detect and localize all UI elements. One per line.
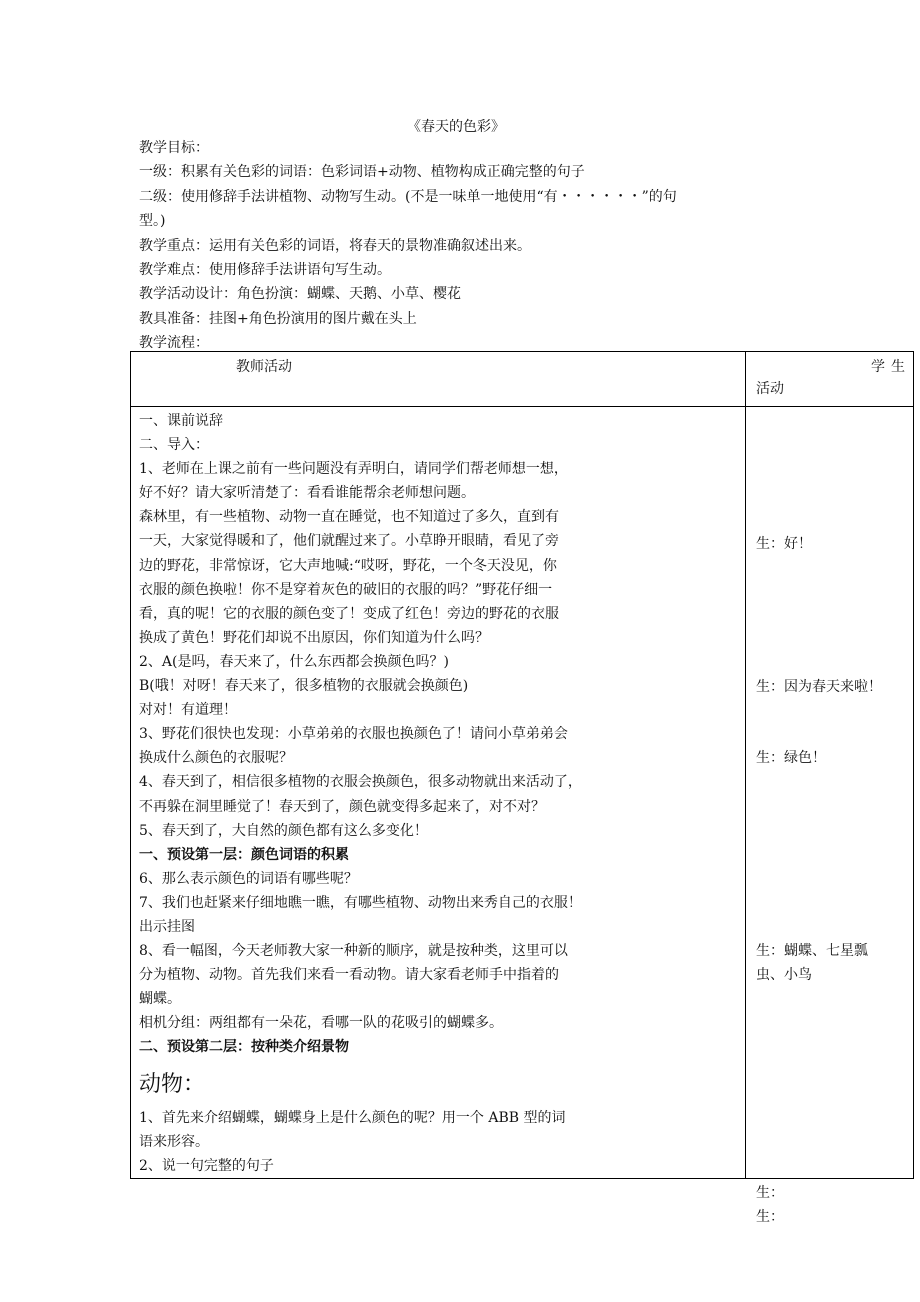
- teacher-line: 一天，大家觉得暖和了，他们就醒过来了。小草睁开眼睛，看见了旁: [139, 533, 559, 550]
- teacher-line: 换成什么颜色的衣服呢？: [139, 750, 293, 767]
- document-title: 《春天的色彩》: [407, 119, 505, 135]
- student-response: 生：好！: [756, 536, 812, 552]
- teacher-line: 2、A(是吗，春天来了，什么东西都会换颜色吗？): [139, 653, 449, 670]
- header-line: 教学难点：使用修辞手法讲语句写生动。: [139, 262, 391, 279]
- teacher-line: 7、我们也赶紧来仔细地瞧一瞧，有哪些植物、动物出来秀自己的衣服！: [139, 894, 582, 911]
- teacher-line: 6、那么表示颜色的词语有哪些呢？: [139, 870, 358, 887]
- student-response: 生：: [756, 1209, 784, 1225]
- header-line: 教具准备：挂图+角色扮演用的图片戴在头上: [139, 310, 417, 327]
- teacher-line: 2、说一句完整的句子: [139, 1157, 274, 1174]
- student-header-line2: 活动: [756, 381, 784, 397]
- teacher-line: 衣服的颜色换啦！你不是穿着灰色的破旧的衣服的吗？”野花仔细一: [139, 581, 553, 598]
- teacher-line: 换成了黄色！野花们却说不出原因，你们知道为什么吗？: [139, 629, 489, 646]
- section-heading-1: 一、预设第一层：颜色词语的积累: [139, 846, 349, 863]
- teacher-line: 语来形容。: [139, 1133, 209, 1150]
- lesson-header: [139, 136, 799, 356]
- teacher-line: 二、导入：: [139, 437, 209, 454]
- student-response: 生：因为春天来啦！: [756, 679, 882, 695]
- teacher-line: 好不好？请大家听清楚了：看看谁能帮余老师想问题。: [139, 485, 475, 502]
- student-activity-cell: [746, 407, 914, 1225]
- header-line: 型。): [139, 213, 166, 230]
- teacher-activity-cell: [131, 407, 746, 1179]
- teacher-line: 分为植物、动物。首先我们来看一看动物。请大家看老师手中指着的: [139, 967, 559, 984]
- teacher-line: 3、野花们很快也发现：小草弟弟的衣服也换颜色了！请问小草弟弟会: [139, 726, 568, 743]
- teacher-line: 4、春天到了，相信很多植物的衣服会换颜色，很多动物就出来活动了，: [139, 774, 582, 791]
- teacher-line: 5、春天到了，大自然的颜色都有这么多变化！: [139, 822, 428, 839]
- teacher-line: 看，真的呢！它的衣服的颜色变了！变成了红色！旁边的野花的衣服: [139, 605, 559, 622]
- teacher-line: 相机分组：两组都有一朵花，看哪一队的花吸引的蝴蝶多。: [139, 1015, 503, 1032]
- header-line: 二级：使用修辞手法讲植物、动物写生动。(不是一味单一地使用“有・・・・・・”的句: [139, 188, 677, 205]
- header-line: 教学流程：: [139, 335, 209, 352]
- student-activity-header: [746, 352, 914, 407]
- student-response: 生：: [756, 1185, 784, 1201]
- teacher-line: 一、课前说辞: [139, 413, 223, 429]
- teacher-line: 对对！有道理！: [139, 702, 237, 719]
- student-response: 生：绿色！: [756, 750, 826, 766]
- teacher-line: 1、老师在上课之前有一些问题没有弄明白，请同学们帮老师想一想，: [139, 461, 568, 478]
- teacher-line: 蝴蝶。: [139, 991, 181, 1008]
- student-header-line1: 学生: [871, 359, 911, 375]
- teacher-line: 8、看一幅图，今天老师教大家一种新的顺序，就是按种类，这里可以: [139, 943, 568, 960]
- teacher-line: 出示挂图: [139, 918, 195, 935]
- teacher-line: 不再躲在洞里睡觉了！春天到了，颜色就变得多起来了，对不对？: [139, 798, 545, 815]
- student-response: 虫、小鸟: [756, 967, 812, 983]
- table-body-row: [131, 407, 914, 1179]
- teacher-line: 森林里，有一些植物、动物一直在睡觉，也不知道过了多久，直到有: [139, 509, 559, 526]
- header-line: 一级：积累有关色彩的词语：色彩词语+动物、植物构成正确完整的句子: [139, 164, 585, 181]
- table-header-row: [131, 352, 914, 407]
- animals-heading: 动物：: [139, 1071, 206, 1097]
- teacher-line: B(哦！对呀！春天来了，很多植物的衣服就会换颜色): [139, 678, 469, 695]
- header-line: 教学目标：: [139, 140, 209, 156]
- section-heading-2: 二、预设第二层：按种类介绍景物: [139, 1039, 349, 1056]
- lesson-table: [130, 351, 914, 1225]
- teacher-line: 1、首先来介绍蝴蝶，蝴蝶身上是什么颜色的呢？用一个 ABB 型的词: [139, 1109, 566, 1126]
- teacher-activity-header: 教师活动: [131, 352, 746, 407]
- teacher-line: 边的野花，非常惊讶，它大声地喊:“哎呀，野花，一个冬天没见，你: [139, 557, 557, 574]
- header-line: 教学重点：运用有关色彩的词语，将春天的景物准确叙述出来。: [139, 237, 531, 254]
- student-response: 生：蝴蝶、七星瓢: [756, 943, 868, 959]
- header-line: 教学活动设计：角色扮演：蝴蝶、天鹅、小草、樱花: [139, 286, 461, 303]
